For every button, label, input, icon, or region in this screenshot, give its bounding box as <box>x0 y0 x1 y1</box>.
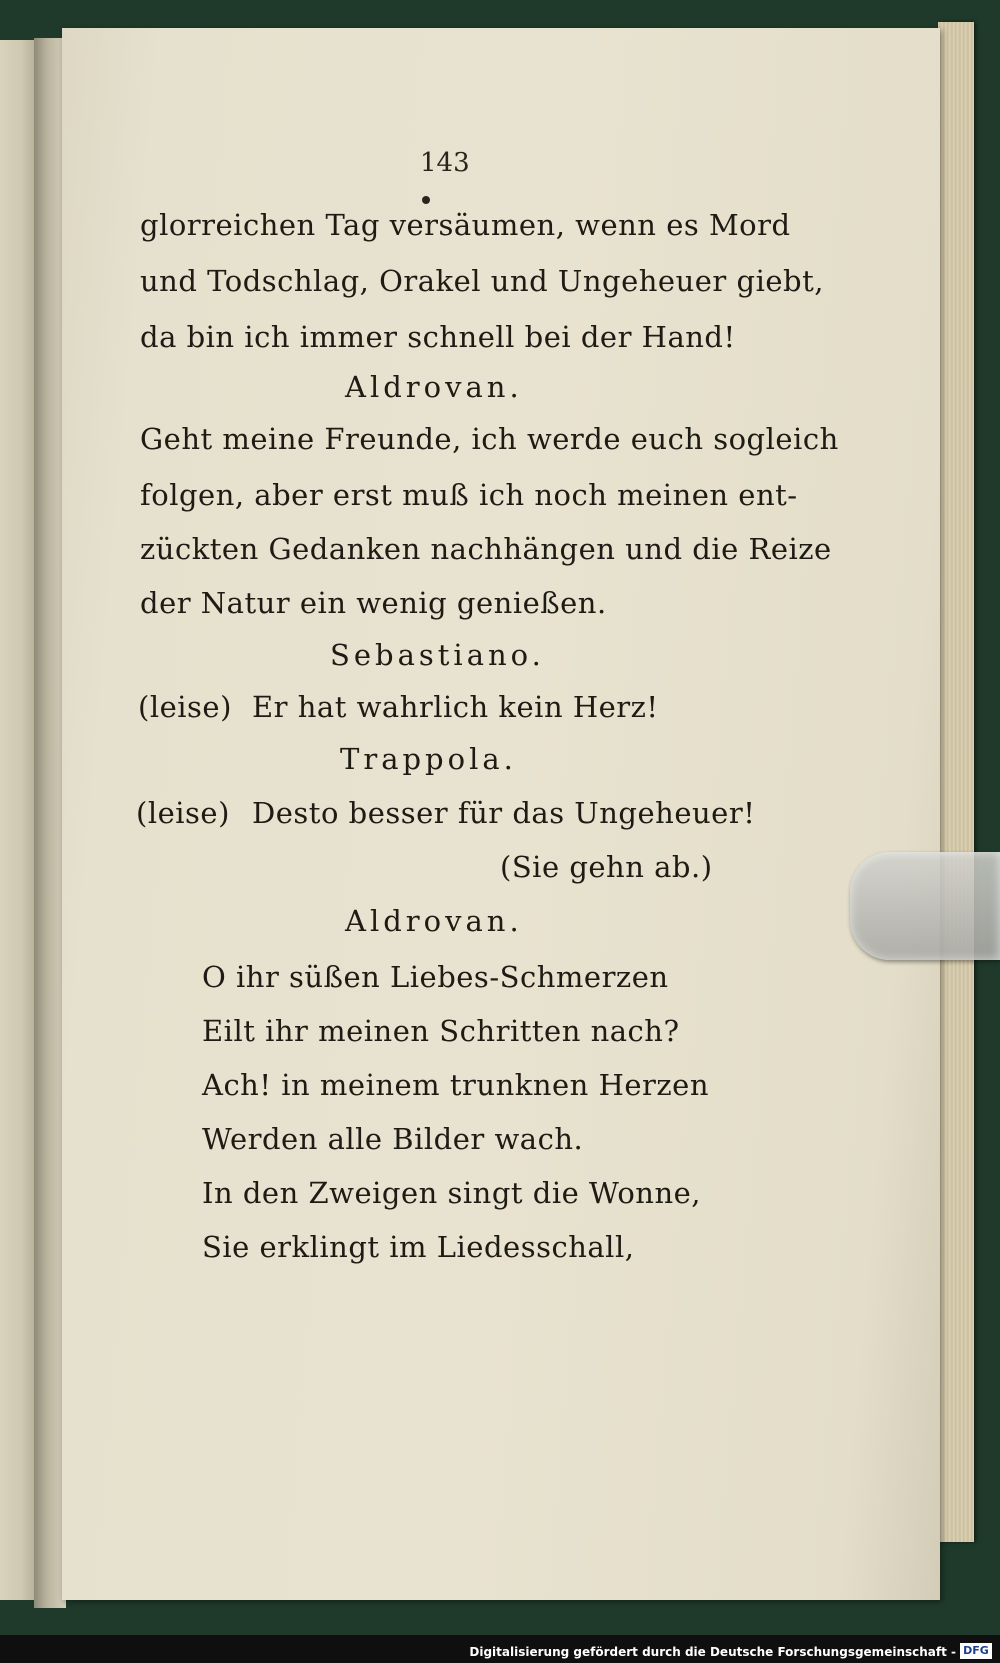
left-page-edge <box>0 40 36 1600</box>
text-line: und Todschlag, Orakel und Ungeheuer giebt, <box>140 264 824 298</box>
text-line: Desto besser für das Ungeheuer! <box>252 796 756 830</box>
text-line: zückten Gedanken nachhängen und die Reize <box>140 532 832 566</box>
text-line: Geht meine Freunde, ich werde euch sogleich <box>140 422 839 456</box>
stage-direction: (leise) <box>136 796 230 830</box>
speaker-name: Sebastiano. <box>330 638 545 672</box>
page-stack-edge <box>938 22 974 1542</box>
dfg-logo: DFG <box>960 1643 992 1659</box>
verse-line: Sie erklingt im Liedesschall, <box>202 1230 635 1264</box>
stage-direction: (Sie gehn ab.) <box>500 850 713 884</box>
page-number: 143 <box>420 148 470 178</box>
verse-line: Eilt ihr meinen Schritten nach? <box>202 1014 680 1048</box>
verse-line: Ach! in meinem trunknen Herzen <box>202 1068 710 1102</box>
footer-credit: Digitalisierung gefördert durch die Deutsche Forschungsgemeinschaft - <box>469 1645 956 1659</box>
stage-direction: (leise) <box>138 690 232 724</box>
text-line: Er hat wahrlich kein Herz! <box>252 690 659 724</box>
text-line: der Natur ein wenig genießen. <box>140 586 607 620</box>
text-line: da bin ich immer schnell bei der Hand! <box>140 320 736 354</box>
footer-bar <box>0 1635 1000 1663</box>
ornament-dot <box>422 196 430 204</box>
speaker-name: Aldrovan. <box>345 904 523 938</box>
text-line: glorreichen Tag versäumen, wenn es Mord <box>140 208 791 242</box>
speaker-name: Trappola. <box>340 742 517 776</box>
verse-line: In den Zweigen singt die Wonne, <box>202 1176 702 1210</box>
speaker-name: Aldrovan. <box>345 370 523 404</box>
page-clip <box>850 852 1000 960</box>
text-line: folgen, aber erst muß ich noch meinen ent- <box>140 478 798 512</box>
verse-line: Werden alle Bilder wach. <box>202 1122 584 1156</box>
verse-line: O ihr süßen Liebes-Schmerzen <box>202 960 669 994</box>
